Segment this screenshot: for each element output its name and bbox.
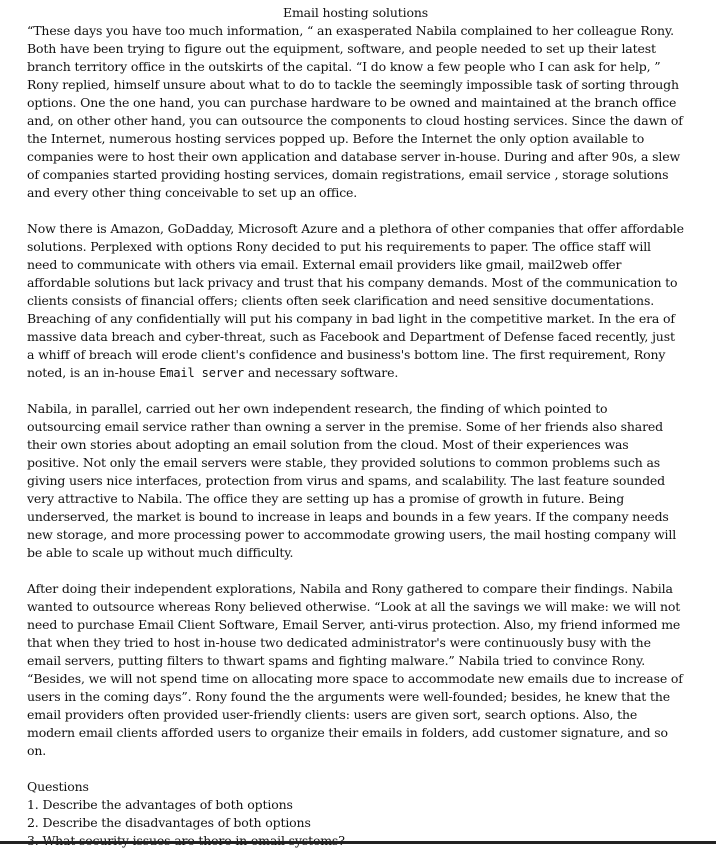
paragraph-comparison: After doing their independent explorations, Nabila and Rony gathered to compare their findings. Nabila wanted to outsource whereas Rony believed otherwise. “Look at all the savings we will make: we will not need to purchase Email Client Software, Email Server, anti-virus protection. Also, my friend informed me that when they tried to host in-house two dedicated administrator's were continuously busy with the email servers, putting filters to thwart spams and fighting malware.” Nabila tried to convince Rony. “Besides, we will not spend time on allocating more space to accommodate new emails due to increase of users in the coming days”. Rony found the the arguments were well-founded; besides, he knew that the email providers often provided user-friendly clients: users are given sort, search options. Also, the modern email clients afforded users to organize their emails in folders, add customer signature, and so on. bbox=[27, 581, 683, 758]
email-server-code: Email server bbox=[159, 366, 245, 380]
questions-heading: Questions bbox=[27, 779, 89, 794]
paragraph-requirements-end: and necessary software. bbox=[244, 365, 399, 380]
paragraph-requirements-text: Now there is Amazon, GoDadday, Microsoft Azure and a plethora of other companies that offer affordable solutions. Perplexed with options Rony decided to put his requirements to paper. The office staff will need to communicate with others via email. External email providers like gmail, mail2web offer affordable solutions but lack privacy and trust that his company demands. Most of the communication to clients consists of financial offers; clients often seek clarification and need sensitive documentations. Breaching of any confidentially will put his company in bad light in the competitive market. In the era of massive data breach and cyber-threat, such as Facebook and Department of Defense faced recently, just a whiff of breach will erode client's confidence and business's bottom line. The first requirement, Rony noted, is an in-house bbox=[27, 221, 684, 380]
document-title: Email hosting solutions bbox=[283, 5, 428, 20]
paragraph-research: Nabila, in parallel, carried out her own independent research, the finding of which pointed to outsourcing email service rather than owning a server in the premise. Some of her friends also shared their own stories about adopting an email solution from the cloud. Most of their experiences was positive. Not only the email servers were stable, they provided solutions to common problems such as giving users nice interfaces, protection from virus and spams, and scalability. The last feature sounded very attractive to Nabila. The office they are setting up has a promise of growth in future. Being underserved, the market is bound to increase in leaps and bounds in a few years. If the company needs new storage, and more processing power to accommodate growing users, the mail hosting company will be able to scale up without much difficulty. bbox=[27, 401, 677, 560]
questions-section bbox=[27, 778, 684, 850]
document bbox=[27, 4, 684, 850]
question-item: 1. Describe the advantages of both options bbox=[27, 797, 293, 812]
question-item: 2. Describe the disadvantages of both options bbox=[27, 815, 311, 830]
paragraph-intro: “These days you have too much information, “ an exasperated Nabila complained to her colleague Rony. Both have been trying to figure out the equipment, software, and people needed to set up their latest branch territory office in the outskirts of the capital. “I do know a few people who I can ask for help, ” Rony replied, himself unsure about what to do to tackle the seemingly impossible task of sorting through options. One the one hand, you can purchase hardware to be owned and maintained at the branch office and, on other other hand, you can outsource the components to cloud hosting services. Since the dawn of the Internet, numerous hosting services popped up. Before the Internet the only option available to companies were to host their own application and database server in-house. During and after 90s, a slew of companies started providing hosting services, domain registrations, email service , storage solutions and every other thing conceivable to set up an office. bbox=[27, 23, 683, 200]
paragraph-requirements bbox=[27, 220, 684, 382]
